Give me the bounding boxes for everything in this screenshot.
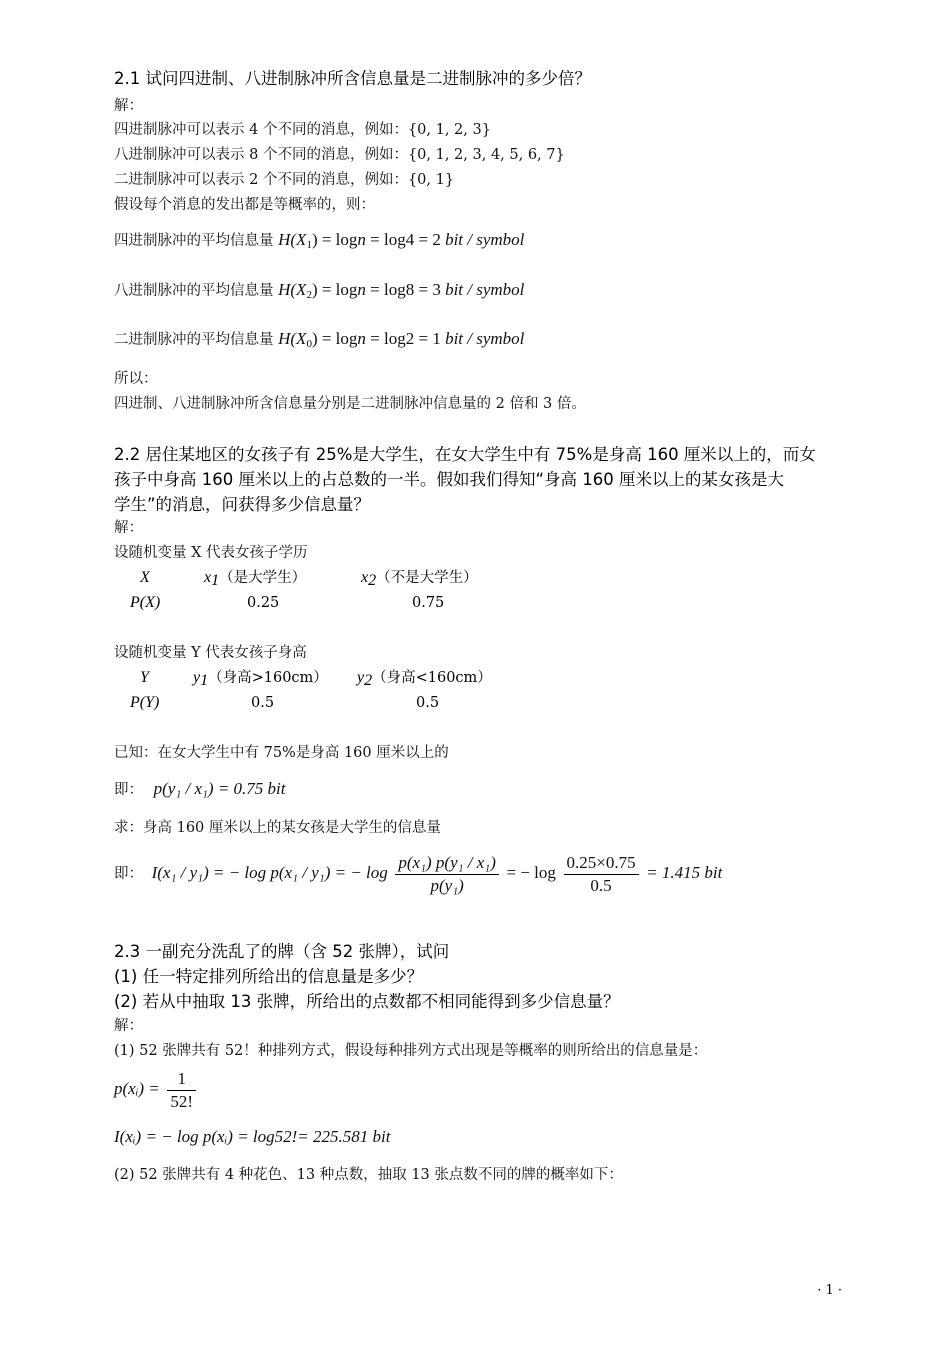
formula-unit: bit / symbol <box>445 329 525 348</box>
text-line: 八进制脉冲可以表示 8 个不同的消息，例如：{0, 1, 2, 3, 4, 5, 6, 7} <box>114 147 565 163</box>
x-table-header-var: X <box>140 569 150 586</box>
question-2-3-title-line: (1) 任一特定排列所给出的信息量是多少？ <box>114 967 424 986</box>
formula-line-info <box>114 1127 390 1148</box>
formula-label: 八进制脉冲的平均信息量 <box>114 283 274 299</box>
formula-part: I(xᵢ) = − log p(xᵢ) = log52!= 225.581 bit <box>114 1127 391 1146</box>
formula-part: = log4 = 2 <box>365 230 446 249</box>
formula-unit: bit / symbol <box>445 280 525 299</box>
fraction: $\frac{1}{52!}$ <box>167 1068 196 1113</box>
formula-part: p(xᵢ) = <box>114 1079 160 1098</box>
formula-part: = log2 = 1 <box>365 329 446 348</box>
formula-subscript: 1 <box>306 239 312 251</box>
x-table-header-x2: x2（不是大学生） <box>361 569 478 589</box>
solution-label: 解： <box>114 520 143 536</box>
text-line: 设随机变量 Y 代表女孩子身高 <box>114 645 307 661</box>
question-2-2-title-line: 2.2 居住某地区的女孩子有 25%是大学生，在女大学生中有 75%是身高 160 厘米以上的，而女 <box>114 445 816 464</box>
y-table-header-var: Y <box>140 669 149 686</box>
formula-part: H(X <box>278 280 307 299</box>
fraction: $\frac{0.25\times 0.75}{0.5}$ <box>564 852 639 897</box>
formula-part: ) = log <box>311 280 358 299</box>
formula-label: 即： <box>114 866 143 882</box>
text-line: 已知：在女大学生中有 75%是身高 160 厘米以上的 <box>114 745 449 761</box>
formula-part: = log8 = 3 <box>365 280 446 299</box>
text-line: 四进制脉冲可以表示 4 个不同的消息，例如：{0, 1, 2, 3} <box>114 122 491 138</box>
formula-label: 四进制脉冲的平均信息量 <box>114 233 274 249</box>
x-table-value: 0.75 <box>412 595 445 611</box>
y-table-value: 0.5 <box>416 695 440 711</box>
formula-part: n <box>357 280 366 299</box>
fraction: $\frac{\text{p(x₁) p(y₁ / x₁)}}{\text{p(y₁)}}$ <box>395 852 498 897</box>
formula-line-quaternary <box>114 230 524 255</box>
y-table-header-y1: y1（身高>160cm） <box>193 669 328 689</box>
y-table-row-label: P(Y) <box>130 694 160 711</box>
x-table-value: 0.25 <box>247 595 280 611</box>
formula-line-main <box>114 850 722 897</box>
x-table-header-x1: x1（是大学生） <box>204 569 307 589</box>
formula-line-octal <box>114 280 524 305</box>
formula-part: ) = log <box>311 230 358 249</box>
question-2-2-title-line: 孩子中身高 160 厘米以上的占总数的一半。假如我们得知“身高 160 厘米以上的某女孩是大 <box>114 470 785 489</box>
formula-part: H(X <box>278 329 307 348</box>
formula-part: n <box>357 230 366 249</box>
formula-part: = 1.415 bit <box>646 863 723 882</box>
page-number: · 1 · <box>817 1283 842 1298</box>
formula-unit: bit / symbol <box>445 230 525 249</box>
formula-part: p(y₁ / x₁) = 0.75 bit <box>153 779 286 798</box>
formula-part: ) = log <box>311 329 358 348</box>
formula-subscript: 0 <box>306 338 312 350</box>
conclusion-line: 四进制、八进制脉冲所含信息量分别是二进制脉冲信息量的 2 倍和 3 倍。 <box>114 396 586 412</box>
question-2-3-title-line: (2) 若从中抽取 13 张牌，所给出的点数都不相同能得到多少信息量？ <box>114 992 620 1011</box>
formula-part: H(X <box>278 230 307 249</box>
formula-subscript: 2 <box>306 289 312 301</box>
x-table-row-label: P(X) <box>130 594 161 611</box>
formula-label: 二进制脉冲的平均信息量 <box>114 332 274 348</box>
question-2-3-title-line: 2.3 一副充分洗乱了的牌（含 52 张牌），试问 <box>114 942 450 961</box>
y-table-value: 0.5 <box>251 695 275 711</box>
text-line: (1) 52 张牌共有 52！种排列方式，假设每种排列方式出现是等概率的则所给出的信息量是： <box>114 1043 708 1059</box>
solution-label: 解： <box>114 98 143 114</box>
text-line: 所以： <box>114 371 158 387</box>
formula-label: 即： <box>114 782 143 798</box>
question-2-2-title-line: 学生”的消息，问获得多少信息量？ <box>114 495 371 514</box>
formula-line-prob <box>114 1066 199 1113</box>
formula-line-binary <box>114 329 524 354</box>
text-line: 二进制脉冲可以表示 2 个不同的消息，例如：{0, 1} <box>114 172 455 188</box>
formula-part: I(x₁ / y₁) = − log p(x₁ / y₁) = − log <box>151 863 388 882</box>
question-2-1-title: 2.1 试问四进制、八进制脉冲所含信息量是二进制脉冲的多少倍？ <box>114 69 591 88</box>
text-line: 假设每个消息的发出都是等概率的，则： <box>114 197 375 213</box>
text-line: 设随机变量 X 代表女孩子学历 <box>114 545 308 561</box>
formula-part: n <box>357 329 366 348</box>
solution-label: 解： <box>114 1018 143 1034</box>
text-line: (2) 52 张牌共有 4 种花色、13 种点数，抽取 13 张点数不同的牌的概率如下： <box>114 1167 623 1183</box>
y-table-header-y2: y2（身高<160cm） <box>357 669 492 689</box>
formula-line-known <box>114 779 285 800</box>
formula-part: = − log <box>506 863 556 882</box>
text-line: 求：身高 160 厘米以上的某女孩是大学生的信息量 <box>114 820 441 836</box>
